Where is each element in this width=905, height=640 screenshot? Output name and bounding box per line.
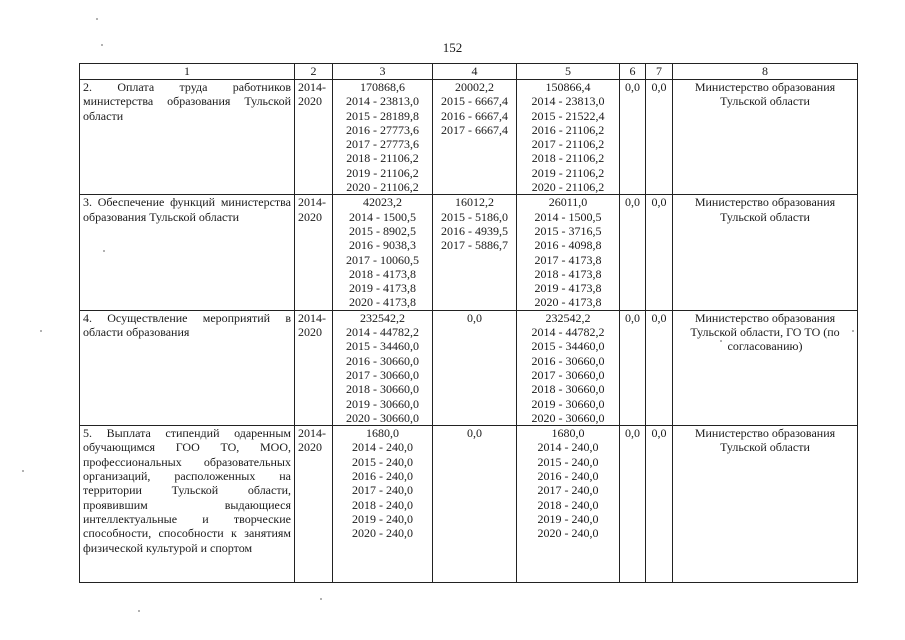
funding-col7-cell: 0,0 bbox=[646, 426, 673, 583]
value-line: 2019 - 21106,2 bbox=[346, 165, 419, 180]
funding-col4-cell bbox=[433, 310, 517, 425]
funding-col6-cell: 0,0 bbox=[620, 195, 646, 310]
value-line: 2018 - 4173,8 bbox=[349, 266, 416, 281]
table-row bbox=[80, 195, 858, 310]
value-line: 16012,2 bbox=[455, 195, 494, 210]
scan-speck bbox=[96, 18, 98, 20]
value-line: 2018 - 30660,0 bbox=[346, 382, 419, 397]
value-line: 2015 - 240,0 bbox=[537, 454, 599, 469]
total-funding-cell bbox=[333, 426, 433, 583]
value-line: 0,0 bbox=[467, 310, 482, 325]
table-row bbox=[80, 80, 858, 195]
period-line: 2020 bbox=[298, 325, 322, 340]
value-line: 150866,4 bbox=[545, 80, 591, 94]
value-line: 2020 - 21106,2 bbox=[346, 180, 419, 195]
value-line: 2015 - 8902,5 bbox=[349, 223, 416, 238]
scan-speck bbox=[852, 330, 854, 332]
value-line: 2015 - 34460,0 bbox=[346, 339, 419, 354]
column-number: 2 bbox=[295, 64, 333, 80]
value-line: 2017 - 6667,4 bbox=[441, 122, 508, 137]
scan-speck bbox=[40, 330, 42, 332]
value-line: 2019 - 21106,2 bbox=[531, 165, 605, 180]
value-line: 2017 - 240,0 bbox=[352, 483, 413, 498]
funding-col6-cell: 0,0 bbox=[620, 426, 646, 583]
scan-speck bbox=[138, 610, 140, 612]
column-number: 5 bbox=[517, 64, 620, 80]
value-line: 2017 - 10060,5 bbox=[346, 252, 419, 267]
value-line: 2017 - 21106,2 bbox=[531, 137, 605, 152]
value-line: 2015 - 28189,8 bbox=[346, 108, 419, 123]
value-line: 2015 - 21522,4 bbox=[531, 108, 605, 123]
value-line: 2019 - 30660,0 bbox=[346, 396, 419, 411]
column-number: 8 bbox=[673, 64, 858, 80]
period-line: 2020 bbox=[298, 209, 322, 224]
value-line: 2019 - 240,0 bbox=[537, 511, 599, 526]
total-funding-cell bbox=[333, 310, 433, 425]
executor-cell: Министерство образования Тульской области bbox=[673, 80, 858, 195]
value-line: 170868,6 bbox=[360, 80, 405, 94]
value-line: 2019 - 240,0 bbox=[352, 511, 413, 526]
scan-speck bbox=[103, 250, 105, 252]
funding-col7-cell: 0,0 bbox=[646, 310, 673, 425]
period-line: 2020 bbox=[298, 94, 322, 109]
value-line: 2019 - 30660,0 bbox=[531, 396, 605, 411]
period-line: 2014- bbox=[298, 80, 326, 94]
value-line: 2015 - 240,0 bbox=[352, 454, 413, 469]
value-line: 2016 - 240,0 bbox=[352, 469, 413, 484]
value-line: 1680,0 bbox=[366, 426, 399, 441]
executor-cell: Министерство образования Тульской области bbox=[673, 426, 858, 583]
scan-speck bbox=[320, 598, 322, 600]
value-line: 2020 - 4173,8 bbox=[534, 295, 602, 310]
value-line: 2019 - 4173,8 bbox=[534, 281, 602, 296]
value-line: 2020 - 4173,8 bbox=[349, 295, 416, 310]
value-line: 2016 - 30660,0 bbox=[531, 353, 605, 368]
scan-speck bbox=[22, 470, 24, 472]
value-line: 2015 - 34460,0 bbox=[531, 339, 605, 354]
value-line: 2016 - 6667,4 bbox=[441, 108, 508, 123]
value-line: 2020 - 21106,2 bbox=[531, 180, 605, 195]
value-line: 2016 - 240,0 bbox=[537, 469, 599, 484]
value-line: 2018 - 21106,2 bbox=[346, 151, 419, 166]
value-line: 2017 - 5886,7 bbox=[441, 238, 508, 253]
value-line: 26011,0 bbox=[548, 195, 588, 210]
value-line: 2014 - 44782,2 bbox=[346, 325, 419, 340]
table-row bbox=[80, 426, 858, 583]
column-number: 4 bbox=[433, 64, 517, 80]
value-line: 2017 - 4173,8 bbox=[534, 252, 602, 267]
scan-speck bbox=[720, 340, 722, 342]
funding-col5-cell bbox=[517, 426, 620, 583]
value-line: 2014 - 23813,0 bbox=[346, 94, 419, 109]
funding-col4-cell bbox=[433, 80, 517, 195]
value-line: 2017 - 30660,0 bbox=[346, 367, 419, 382]
period-line: 2014- bbox=[298, 310, 326, 325]
value-line: 2018 - 240,0 bbox=[352, 497, 413, 512]
value-line: 2019 - 4173,8 bbox=[349, 281, 416, 296]
value-line: 232542,2 bbox=[545, 310, 591, 325]
value-line: 42023,2 bbox=[363, 195, 402, 210]
value-line: 232542,2 bbox=[360, 310, 405, 325]
value-line: 1680,0 bbox=[551, 426, 585, 441]
value-line: 2015 - 6667,4 bbox=[441, 94, 508, 109]
value-line: 2016 - 4098,8 bbox=[534, 238, 602, 253]
total-funding-cell bbox=[333, 195, 433, 310]
value-line: 2016 - 30660,0 bbox=[346, 353, 419, 368]
executor-cell: Министерство образования Тульской области, ГО ТО (по согласованию) bbox=[673, 310, 858, 425]
value-line: 2014 - 240,0 bbox=[537, 440, 599, 455]
value-line: 2016 - 27773,6 bbox=[346, 122, 419, 137]
activity-name: 5. Выплата стипендий одаренным обучающимся ГОО ТО, МОО, профессиональных образовательных организаций, расположенных на территории Тульской области, проявившим выдающиеся интеллектуальные и творческие способности, способности к занятиям физической культурой и спортом bbox=[80, 426, 295, 583]
value-line: 2020 - 30660,0 bbox=[346, 410, 419, 425]
period-cell bbox=[295, 426, 333, 583]
value-line: 2018 - 21106,2 bbox=[531, 151, 605, 166]
funding-col4-cell bbox=[433, 195, 517, 310]
value-line: 2018 - 240,0 bbox=[537, 497, 599, 512]
value-line: 2018 - 4173,8 bbox=[534, 266, 602, 281]
column-number: 7 bbox=[646, 64, 673, 80]
funding-col7-cell: 0,0 bbox=[646, 80, 673, 195]
period-line: 2020 bbox=[298, 440, 322, 455]
executor-cell: Министерство образования Тульской области bbox=[673, 195, 858, 310]
value-line: 2020 - 30660,0 bbox=[531, 410, 605, 425]
column-number: 6 bbox=[620, 64, 646, 80]
funding-col7-cell: 0,0 bbox=[646, 195, 673, 310]
value-line: 2017 - 30660,0 bbox=[531, 367, 605, 382]
funding-col6-cell: 0,0 bbox=[620, 310, 646, 425]
value-line: 0,0 bbox=[467, 426, 482, 441]
value-line: 2017 - 240,0 bbox=[537, 483, 599, 498]
activity-name: 2. Оплата труда работников министерства образования Тульской области bbox=[80, 80, 295, 195]
value-line: 2015 - 3716,5 bbox=[534, 223, 602, 238]
value-line: 2014 - 23813,0 bbox=[531, 94, 605, 109]
column-number: 3 bbox=[333, 64, 433, 80]
period-cell bbox=[295, 80, 333, 195]
activity-name: 3. Обеспечение функций министерства образования Тульской области bbox=[80, 195, 295, 310]
column-number-row bbox=[80, 64, 858, 80]
value-line: 20002,2 bbox=[455, 80, 494, 94]
value-line: 2014 - 240,0 bbox=[352, 440, 413, 455]
period-line: 2014- bbox=[298, 195, 326, 210]
page-number: 152 bbox=[442, 40, 463, 55]
value-line: 2014 - 1500,5 bbox=[534, 209, 602, 224]
column-number: 1 bbox=[80, 64, 295, 80]
period-line: 2014- bbox=[298, 426, 326, 441]
value-line: 2016 - 21106,2 bbox=[531, 122, 605, 137]
funding-col5-cell bbox=[517, 310, 620, 425]
funding-col5-cell bbox=[517, 195, 620, 310]
value-line: 2020 - 240,0 bbox=[352, 526, 413, 541]
value-line: 2020 - 240,0 bbox=[537, 526, 599, 541]
scan-speck bbox=[101, 44, 103, 46]
funding-col5-cell bbox=[517, 80, 620, 195]
value-line: 2018 - 30660,0 bbox=[531, 382, 605, 397]
value-line: 2016 - 9038,3 bbox=[349, 238, 416, 253]
value-line: 2014 - 1500,5 bbox=[349, 209, 416, 224]
funding-col6-cell: 0,0 bbox=[620, 80, 646, 195]
value-line: 2016 - 4939,5 bbox=[441, 223, 508, 238]
period-cell bbox=[295, 195, 333, 310]
value-line: 2014 - 44782,2 bbox=[531, 325, 605, 340]
value-line: 2015 - 5186,0 bbox=[441, 209, 508, 224]
funding-col4-cell bbox=[433, 426, 517, 583]
period-cell bbox=[295, 310, 333, 425]
total-funding-cell bbox=[333, 80, 433, 195]
table-row bbox=[80, 310, 858, 425]
budget-table bbox=[79, 63, 858, 583]
activity-name: 4. Осуществление мероприятий в области образования bbox=[80, 310, 295, 425]
value-line: 2017 - 27773,6 bbox=[346, 137, 419, 152]
